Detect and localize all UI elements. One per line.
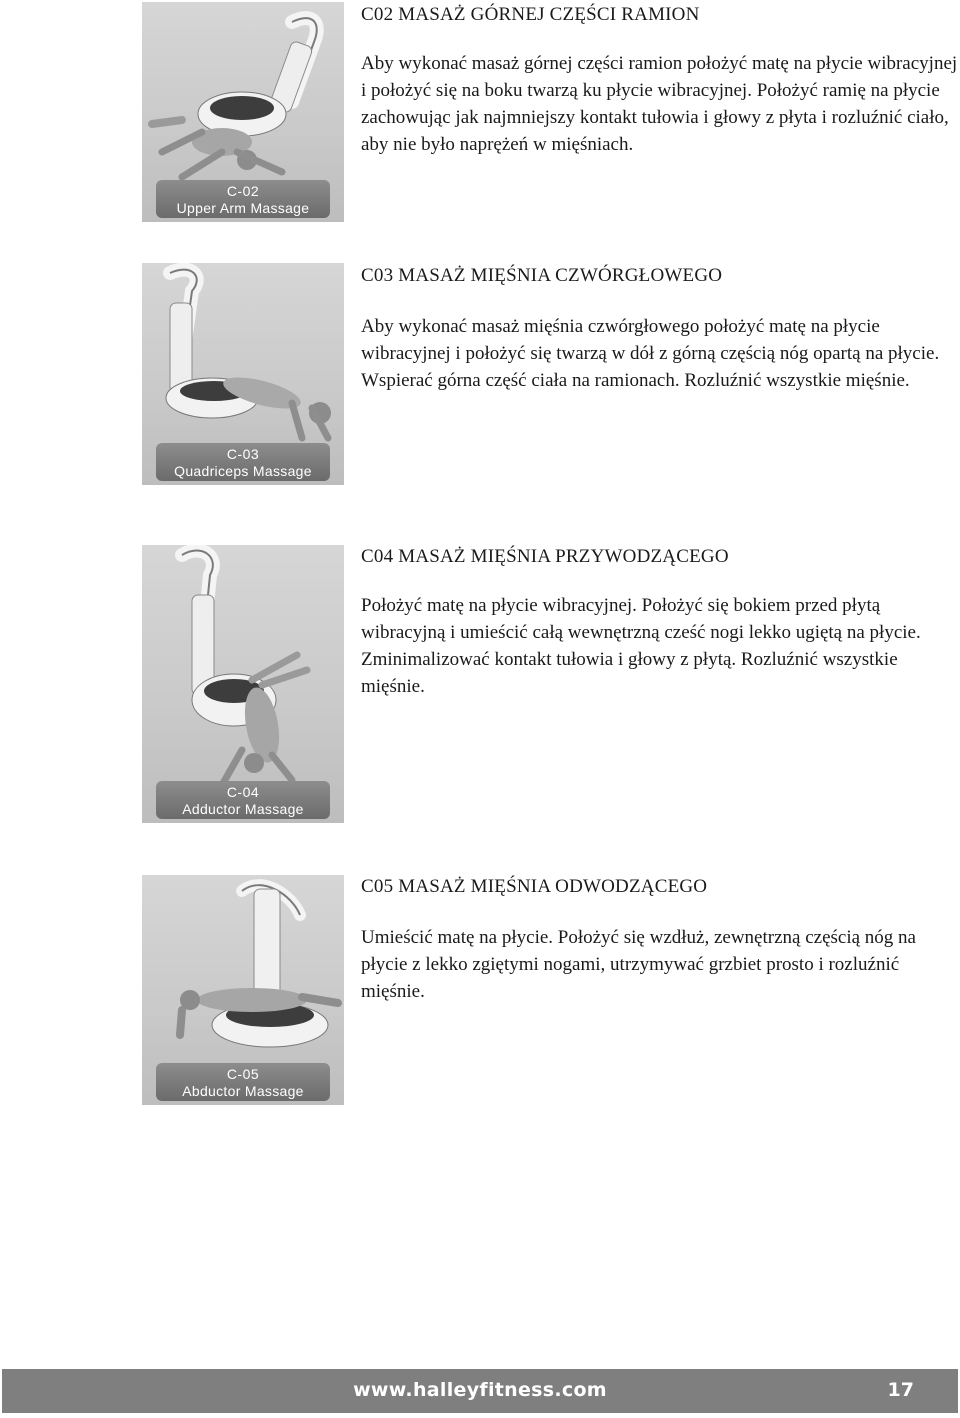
exercise-illustration-c03 bbox=[142, 263, 344, 485]
section-body: Aby wykonać masaż górnej części ramion położyć matę na płycie wibracyjnej i położyć się na boku twarzą ku płycie wibracyjnej. Położyć ramię na płycie zachowując jak najmniejszy kontakt tułowia i głowy z płyta i rozluźnić ciało, aby nie było naprężeń w mięśniach. bbox=[361, 53, 958, 155]
section-heading: C03 MASAŻ MIĘŚNIA CZWÓRGŁOWEGO bbox=[361, 265, 723, 286]
caption-code: C-02 bbox=[226, 183, 260, 199]
footer-website-link[interactable]: www.halleyfitness.com bbox=[353, 1379, 607, 1401]
section-heading: C02 MASAŻ GÓRNEJ CZĘŚCI RAMION bbox=[361, 4, 700, 25]
section-heading: C04 MASAŻ MIĘŚNIA PRZYWODZĄCEGO bbox=[361, 546, 729, 567]
caption-name: Adductor Massage bbox=[182, 801, 304, 817]
section-body: Aby wykonać masaż mięśnia czwórgłowego położyć matę na płycie wibracyjnej i położyć się twarzą w dół z górną częścią nóg opartą na płycie. Wspierać górna część ciała na ramionach. Rozluźnić wszystkie mięśnie. bbox=[361, 316, 940, 391]
caption-code: C-03 bbox=[226, 446, 260, 462]
exercise-illustration-c04 bbox=[142, 545, 344, 823]
caption-code: C-04 bbox=[226, 784, 260, 800]
caption-name: Upper Arm Massage bbox=[176, 200, 310, 216]
illustration-caption-c03 bbox=[156, 443, 330, 481]
exercise-illustration-c02 bbox=[142, 2, 344, 222]
section-body: Umieścić matę na płycie. Położyć się wzdłuż, zewnętrzną częścią nóg na płycie z lekko zgiętymi nogami, utrzymywać grzbiet prosto i rozluźnić mięśnie. bbox=[361, 927, 916, 1002]
caption-name: Quadriceps Massage bbox=[174, 463, 312, 479]
illustration-caption-c02 bbox=[156, 180, 330, 218]
section-body: Położyć matę na płycie wibracyjnej. Położyć się bokiem przed płytą wibracyjną i umieścić całą wewnętrzną cześć nogi lekko ugiętą na płycie. Zminimalizować kontakt tułowia i głowy z płytą. Rozluźnić wszystkie mięśnie. bbox=[361, 595, 921, 697]
page-number: 17 bbox=[887, 1379, 914, 1401]
caption-code: C-05 bbox=[226, 1066, 260, 1082]
illustration-caption-c05 bbox=[156, 1063, 330, 1101]
section-heading: C05 MASAŻ MIĘŚNIA ODWODZĄCEGO bbox=[361, 876, 708, 897]
page-footer bbox=[2, 1369, 958, 1413]
exercise-illustration-c05 bbox=[142, 875, 344, 1105]
caption-name: Abductor Massage bbox=[182, 1083, 304, 1099]
illustration-caption-c04 bbox=[156, 781, 330, 819]
